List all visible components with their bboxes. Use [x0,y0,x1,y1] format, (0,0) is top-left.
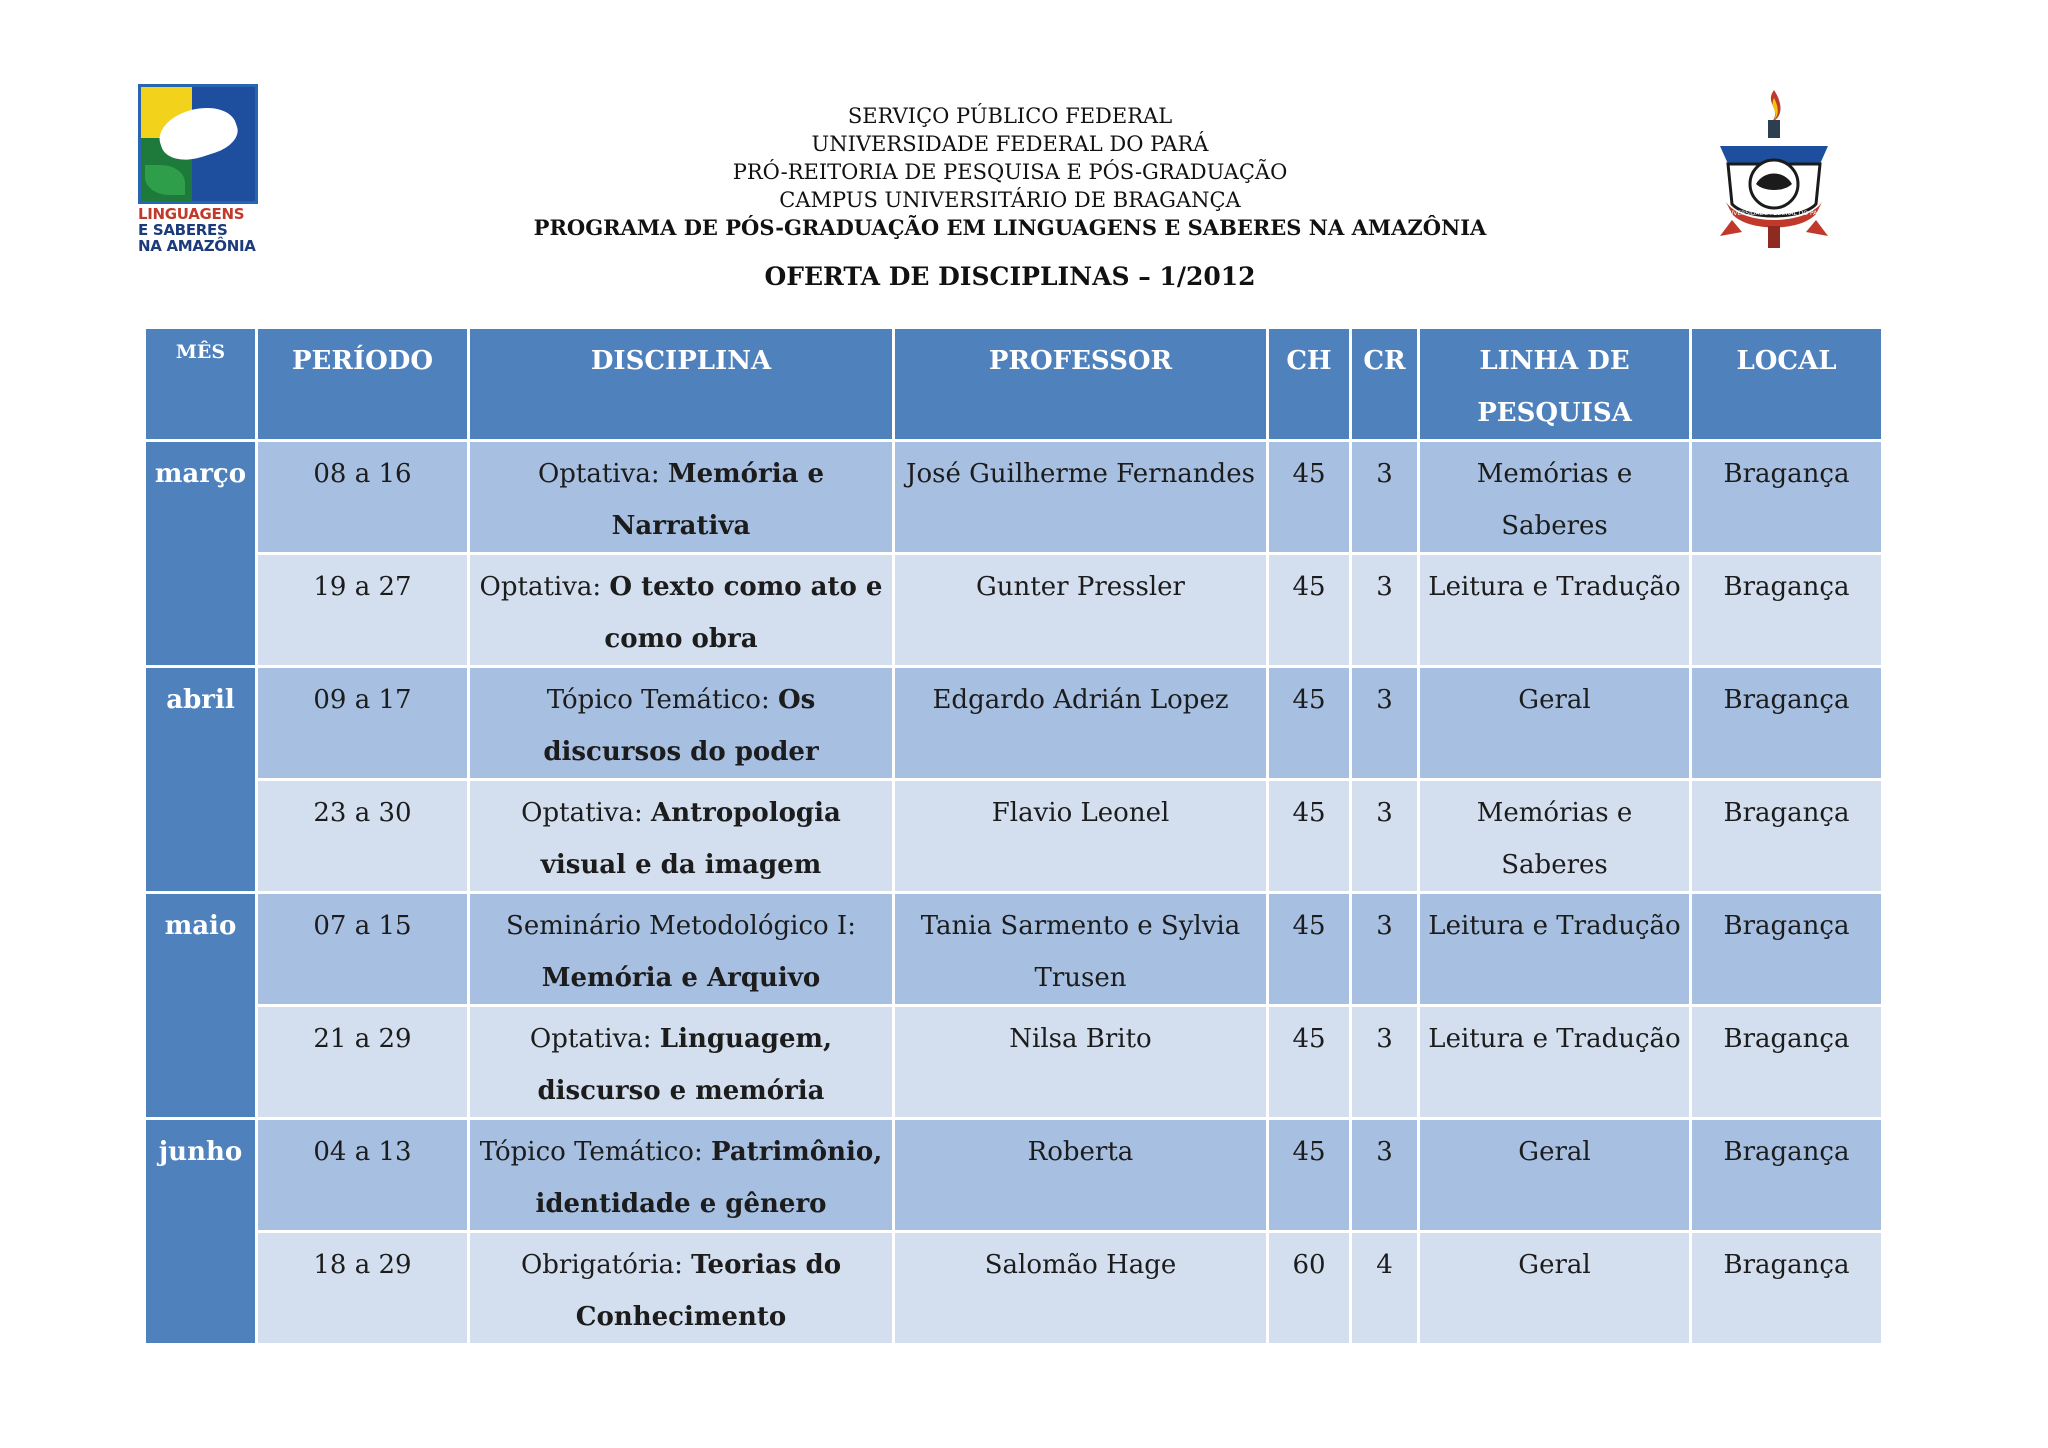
linha-cell: Leitura e Tradução [1419,1006,1691,1119]
local-cell: Bragança [1691,667,1883,780]
cr-cell: 4 [1351,1232,1419,1345]
dove-logo-icon [138,84,258,204]
linha-cell: Geral [1419,1232,1691,1345]
table-row [145,441,1883,554]
col-header-periodo: PERÍODO [257,328,469,441]
disciplina-tipo: Optativa: [529,1024,652,1054]
disciplina-titulo: Antropologia visual e da imagem [540,798,841,880]
professor-cell: Salomão Hage [894,1232,1268,1345]
table-row [145,667,1883,780]
col-header-linha-1: LINHA DE [1479,346,1630,376]
cr-cell: 3 [1351,1006,1419,1119]
logo-line-1: LINGUAGENS [138,205,245,223]
disciplina-titulo: Memória e Arquivo [541,963,821,993]
professor-cell: Tania Sarmento e Sylvia Trusen [894,893,1268,1006]
document-header [400,102,1620,242]
local-cell: Bragança [1691,441,1883,554]
table-row [145,1232,1883,1345]
disciplina-tipo: Optativa: [537,459,660,489]
logo-line-2: E SABERES [138,221,228,239]
col-header-local: LOCAL [1691,328,1883,441]
professor-cell: José Guilherme Fernandes [894,441,1268,554]
local-cell: Bragança [1691,1006,1883,1119]
table-header-row [145,328,1883,441]
ch-cell: 45 [1268,667,1351,780]
cr-cell: 3 [1351,780,1419,893]
disciplina-tipo: Tópico Temático: [546,685,770,715]
ch-cell: 45 [1268,1006,1351,1119]
linha-cell: Memórias e Saberes [1419,780,1691,893]
header-line-4: CAMPUS UNIVERSITÁRIO DE BRAGANÇA [779,188,1241,212]
col-header-linha-2: PESQUISA [1477,398,1632,428]
disciplina-tipo: Optativa: [521,798,643,828]
local-cell: Bragança [1691,554,1883,667]
disciplina-tipo: Seminário Metodológico I: [506,911,856,941]
university-seal-icon [1712,86,1836,250]
disciplina-tipo: Optativa: [479,572,602,602]
local-cell: Bragança [1691,893,1883,1006]
disciplina-cell [469,1232,894,1345]
disciplina-tipo: Obrigatória: [520,1250,683,1280]
linha-cell: Leitura e Tradução [1419,554,1691,667]
linha-cell: Geral [1419,667,1691,780]
month-cell: abril [145,667,257,893]
ch-cell: 60 [1268,1232,1351,1345]
linha-cell: Geral [1419,1119,1691,1232]
periodo-cell: 19 a 27 [257,554,469,667]
cr-cell: 3 [1351,441,1419,554]
local-cell: Bragança [1691,1119,1883,1232]
ch-cell: 45 [1268,554,1351,667]
col-header-disciplina: DISCIPLINA [469,328,894,441]
ch-cell: 45 [1268,1119,1351,1232]
periodo-cell: 18 a 29 [257,1232,469,1345]
linha-cell: Memórias e Saberes [1419,441,1691,554]
periodo-cell: 21 a 29 [257,1006,469,1119]
disciplina-cell [469,441,894,554]
month-cell: maio [145,893,257,1119]
ch-cell: 45 [1268,780,1351,893]
local-cell: Bragança [1691,1232,1883,1345]
professor-cell: Gunter Pressler [894,554,1268,667]
periodo-cell: 04 a 13 [257,1119,469,1232]
ch-cell: 45 [1268,893,1351,1006]
month-cell: junho [145,1119,257,1345]
disciplina-titulo: Patrimônio, identidade e gênero [535,1137,883,1219]
col-header-professor: PROFESSOR [894,328,1268,441]
cr-cell: 3 [1351,667,1419,780]
col-header-mes: MÊS [145,328,257,441]
program-name: PROGRAMA DE PÓS-GRADUAÇÃO EM LINGUAGENS E SABERES NA AMAZÔNIA [533,215,1487,240]
month-cell: março [145,441,257,667]
cr-cell: 3 [1351,554,1419,667]
disciplina-cell [469,667,894,780]
header-line-1: SERVIÇO PÚBLICO FEDERAL [847,104,1173,128]
local-cell: Bragança [1691,780,1883,893]
disciplina-titulo: Teorias do Conhecimento [575,1250,842,1332]
periodo-cell: 07 a 15 [257,893,469,1006]
col-header-ch: CH [1268,328,1351,441]
disciplina-tipo: Tópico Temático: [479,1137,703,1167]
cr-cell: 3 [1351,1119,1419,1232]
linha-cell: Leitura e Tradução [1419,893,1691,1006]
disciplina-cell [469,893,894,1006]
table-row [145,554,1883,667]
header-line-3: PRÓ-REITORIA DE PESQUISA E PÓS-GRADUAÇÃO [732,160,1288,184]
seal-ring-text: UNIVERSIDADE FEDERAL DO PARÁ [1722,210,1826,217]
cr-cell: 3 [1351,893,1419,1006]
periodo-cell: 09 a 17 [257,667,469,780]
ch-cell: 45 [1268,441,1351,554]
professor-cell: Edgardo Adrián Lopez [894,667,1268,780]
disciplina-cell [469,1006,894,1119]
col-header-linha [1419,328,1691,441]
logo-line-3: NA AMAZÔNIA [138,237,256,255]
header-line-2: UNIVERSIDADE FEDERAL DO PARÁ [811,132,1209,156]
professor-cell: Nilsa Brito [894,1006,1268,1119]
table-row [145,893,1883,1006]
periodo-cell: 08 a 16 [257,441,469,554]
disciplina-titulo: Os discursos do poder [543,685,819,767]
program-logo [138,84,274,255]
periodo-cell: 23 a 30 [257,780,469,893]
table-row [145,1006,1883,1119]
page-title: OFERTA DE DISCIPLINAS – 1/2012 [764,262,1256,291]
disciplina-titulo: Memória e Narrativa [611,459,825,541]
disciplina-cell [469,554,894,667]
col-header-cr: CR [1351,328,1419,441]
disciplina-cell [469,780,894,893]
table-row [145,780,1883,893]
professor-cell: Roberta [894,1119,1268,1232]
professor-cell: Flavio Leonel [894,780,1268,893]
courses-table [143,326,1884,1346]
disciplina-cell [469,1119,894,1232]
disciplina-titulo: Linguagem, discurso e memória [537,1024,833,1106]
program-logo-text [138,206,274,254]
table-row [145,1119,1883,1232]
disciplina-titulo: O texto como ato e como obra [604,572,883,654]
